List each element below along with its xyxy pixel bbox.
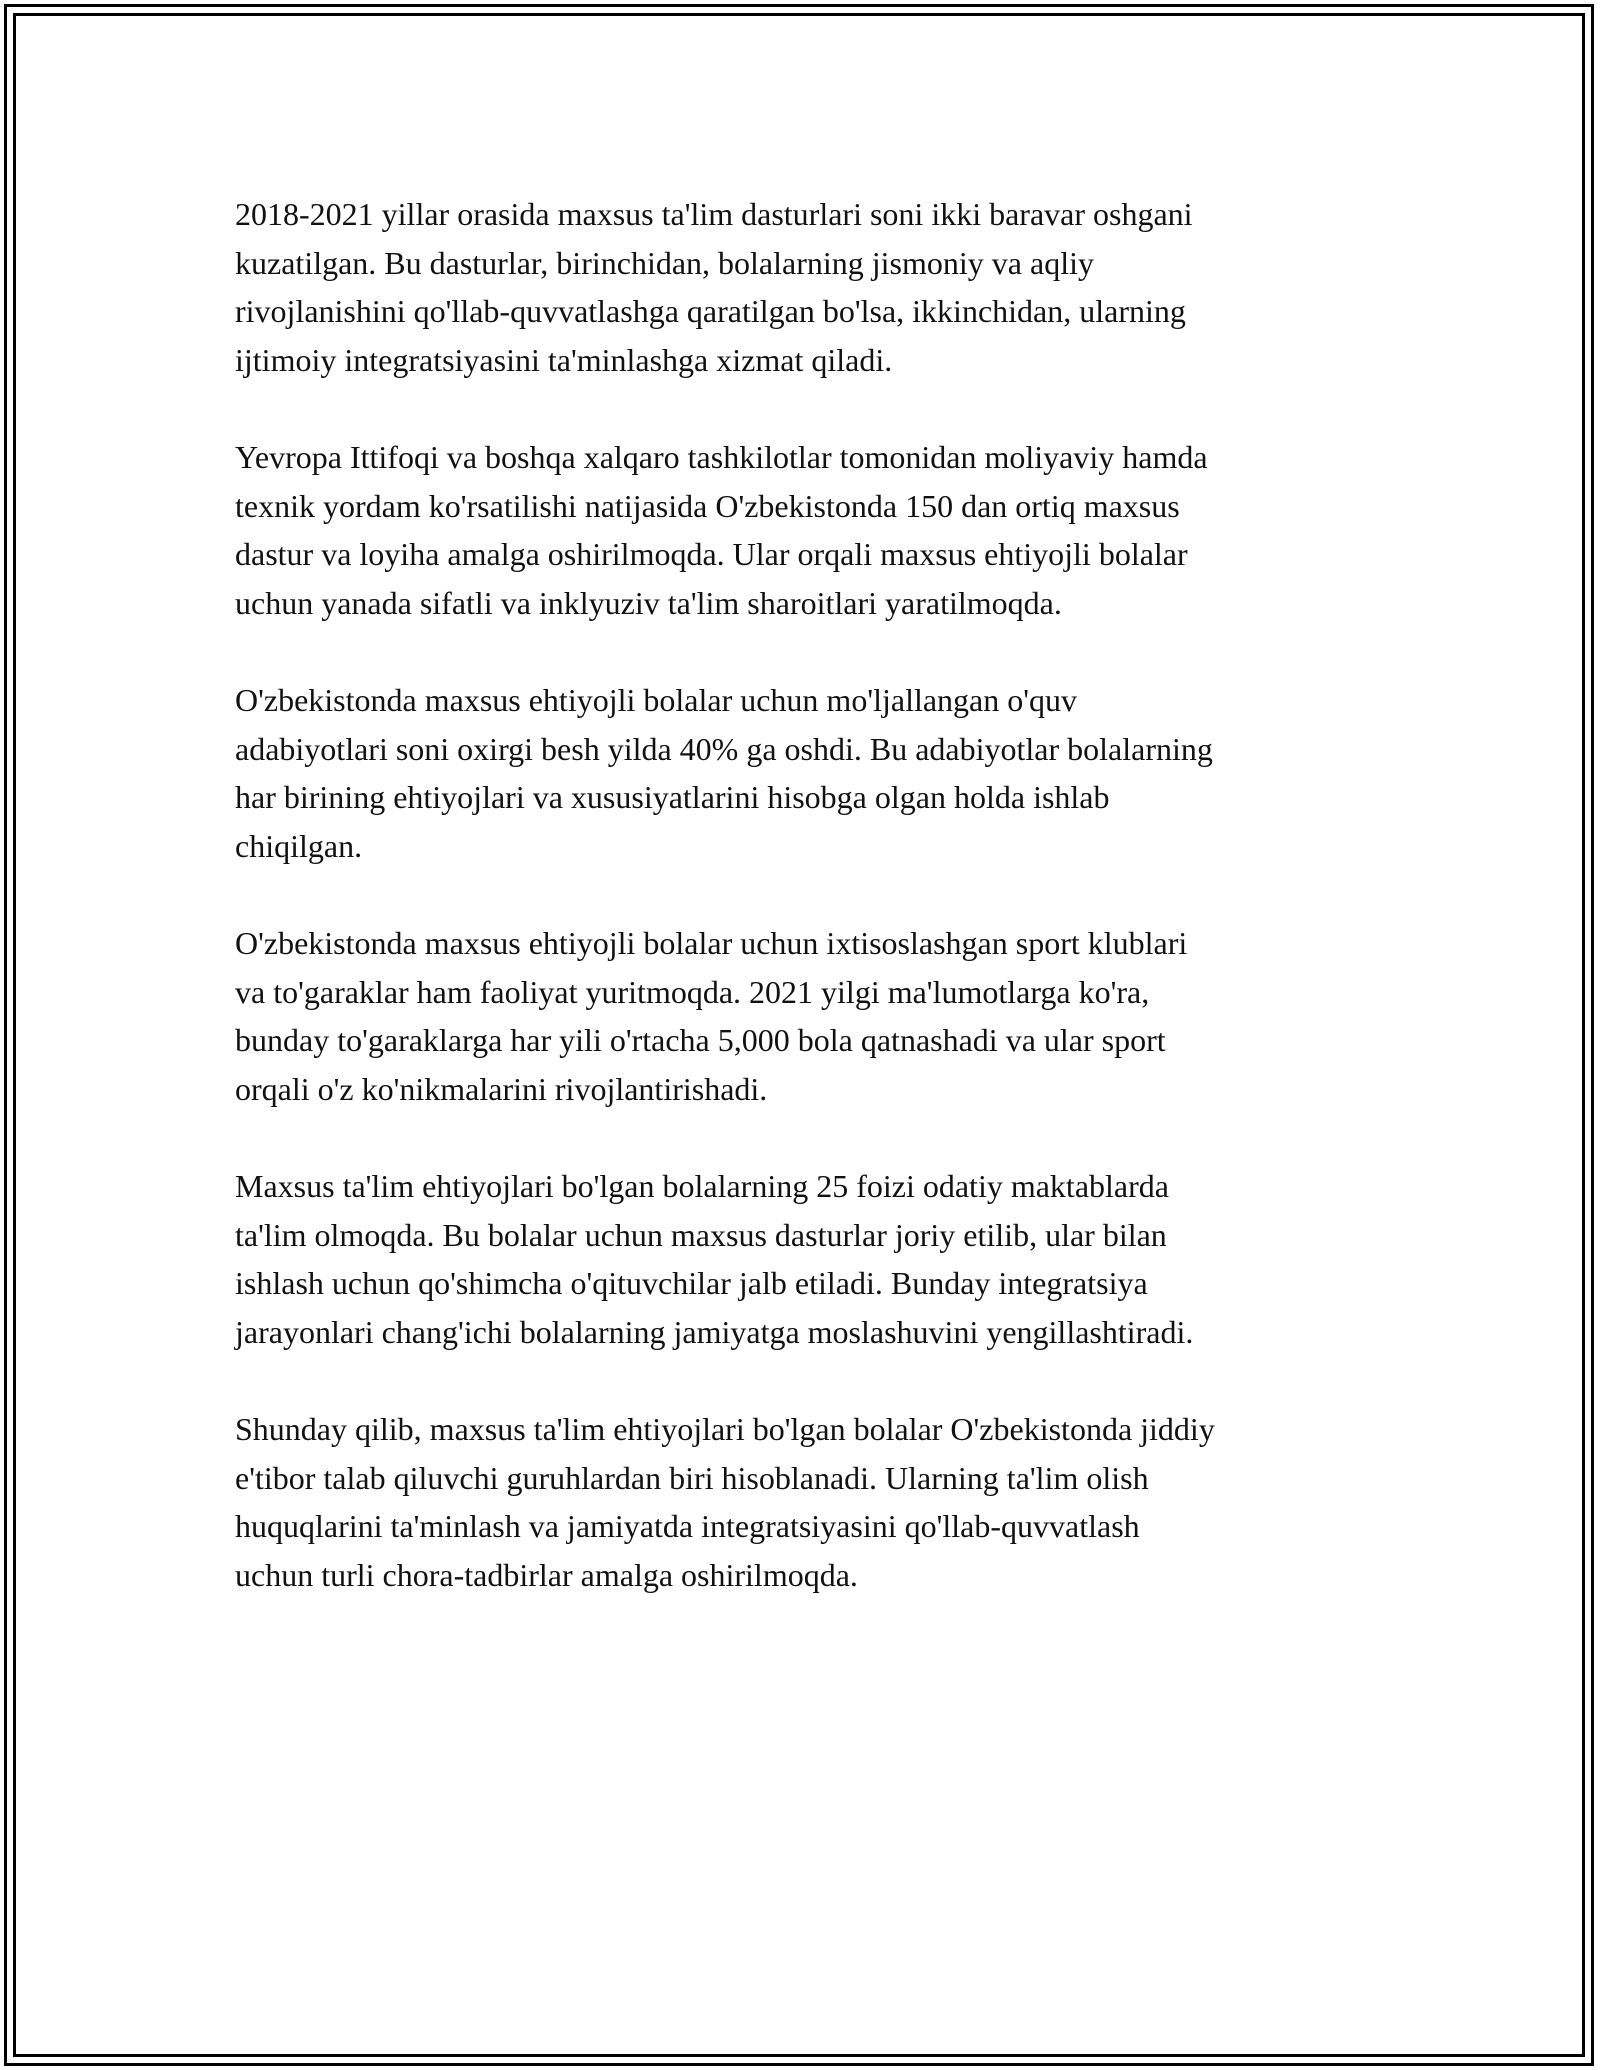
paragraph-1: 2018-2021 yillar orasida maxsus ta'lim dasturlari soni ikki baravar oshgani kuzatilgan. Bu dasturlar, birinchidan, bolalarning jismoniy va aqliy rivojlanishini qo'llab-quvvatlashga qaratilgan bo'lsa, ikkinchidan, ularning ijtimoiy integratsiyasini ta'minlashga xizmat qiladi. bbox=[235, 196, 1193, 378]
paragraph-5: Maxsus ta'lim ehtiyojlari bo'lgan bolalarning 25 foizi odatiy maktablarda ta'lim olmoqda. Bu bolalar uchun maxsus dasturlar joriy etilib, ular bilan ishlash uchun qo'shimcha o'qituvchilar jalb etiladi. Bunday integratsiya jarayonlari chang'ichi bolalarning jamiyatga moslashuvini yengillashtiradi. bbox=[235, 1168, 1194, 1350]
document-body bbox=[235, 190, 1365, 1648]
paragraph-4: O'zbekistonda maxsus ehtiyojli bolalar uchun ixtisoslashgan sport klublari va to'garaklar ham faoliyat yuritmoqda. 2021 yilgi ma'lumotlarga ko'ra, bunday to'garaklarga har yili o'rtacha 5,000 bola qatnashadi va ular sport orqali o'z ko'nikmalarini rivojlantirishadi. bbox=[235, 925, 1188, 1107]
paragraph-6: Shunday qilib, maxsus ta'lim ehtiyojlari bo'lgan bolalar O'zbekistonda jiddiy e'tibor talab qiluvchi guruhlardan biri hisoblanadi. Ularning ta'lim olish huquqlarini ta'minlash va jamiyatda integratsiyasini qo'llab-quvvatlash uchun turli chora-tadbirlar amalga oshirilmoqda. bbox=[235, 1411, 1215, 1593]
paragraph-2: Yevropa Ittifoqi va boshqa xalqaro tashkilotlar tomonidan moliyaviy hamda texnik yordam ko'rsatilishi natijasida O'zbekistonda 150 dan ortiq maxsus dastur va loyiha amalga oshirilmoqda. Ular orqali maxsus ehtiyojli bolalar uchun yanada sifatli va inklyuziv ta'lim sharoitlari yaratilmoqda. bbox=[235, 439, 1208, 621]
paragraph-3: O'zbekistonda maxsus ehtiyojli bolalar uchun mo'ljallangan o'quv adabiyotlari soni oxirgi besh yilda 40% ga oshdi. Bu adabiyotlar bolalarning har birining ehtiyojlari va xususiyatlarini hisobga olgan holda ishlab chiqilgan. bbox=[235, 682, 1213, 864]
